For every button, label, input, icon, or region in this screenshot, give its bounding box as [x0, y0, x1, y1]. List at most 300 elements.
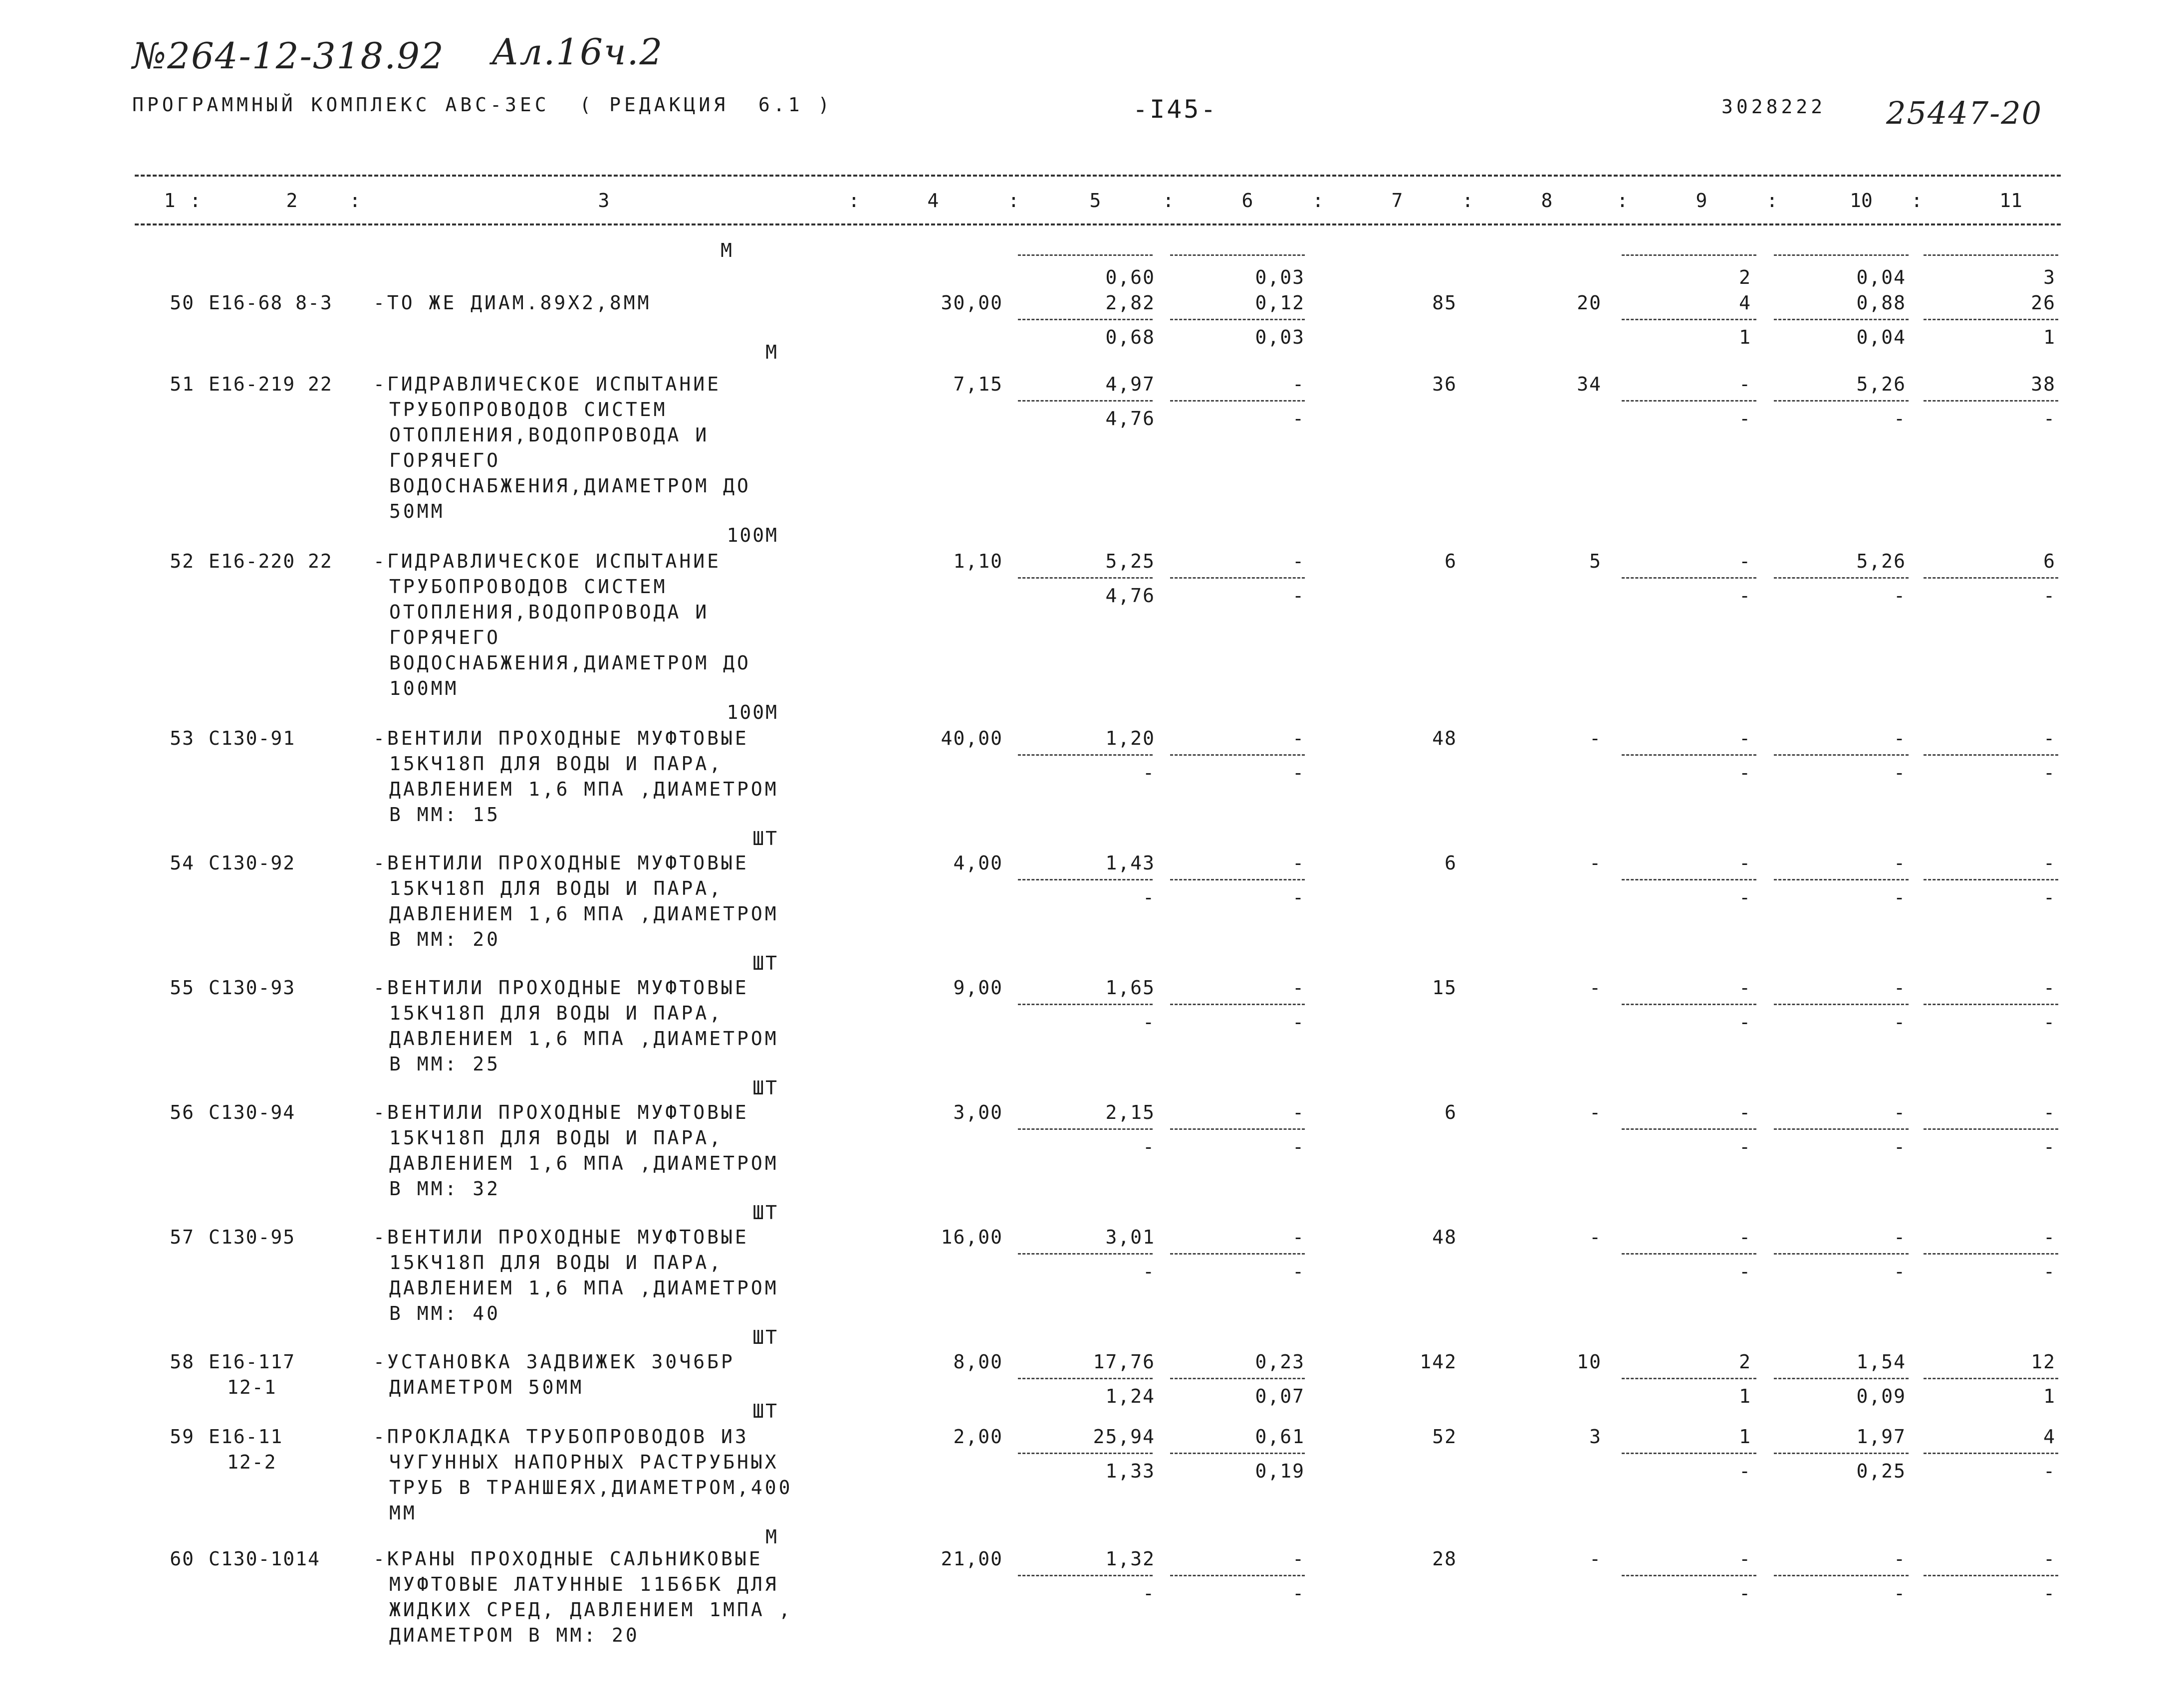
- below-value: -: [2043, 1460, 2056, 1482]
- description-line: ТРУБОПРОВОДОВ СИСТЕМ: [389, 399, 668, 421]
- divider: [1924, 319, 2058, 320]
- value-c7: 6: [1445, 852, 1457, 874]
- value-c6: -: [1292, 550, 1305, 572]
- value-c8: -: [1589, 852, 1602, 874]
- row-code: Е16-68 8-3: [209, 292, 333, 314]
- row-code: С130-93: [209, 977, 296, 999]
- below-value: -: [1143, 886, 1155, 908]
- divider: [1622, 1453, 1756, 1454]
- value-c9: -: [1739, 1548, 1751, 1570]
- description-line: ТРУБ В ТРАНШЕЯХ,ДИАМЕТРОМ,400: [389, 1477, 793, 1498]
- unit-label: 100М: [727, 524, 778, 546]
- pre-value: 0,03: [1255, 266, 1305, 288]
- description-line: ВОДОСНАБЖЕНИЯ,ДИАМЕТРОМ ДО: [389, 652, 751, 674]
- value-c9: -: [1739, 977, 1751, 999]
- header-rule-bottom: [135, 223, 2061, 225]
- description-line: 15КЧ18П ДЛЯ ВОДЫ И ПАРА,: [389, 1002, 724, 1024]
- sum-divider: [1774, 254, 1909, 256]
- column-number-8: 8: [1541, 190, 1553, 212]
- description-line: ДАВЛЕНИЕМ 1,6 МПА ,ДИАМЕТРОМ: [389, 1028, 779, 1050]
- description-line: В ММ: 40: [389, 1302, 501, 1324]
- unit-label: ШТ: [752, 1400, 778, 1422]
- row-number: 58: [170, 1351, 195, 1373]
- below-value: 0,19: [1255, 1460, 1305, 1482]
- divider: [1622, 754, 1756, 756]
- value-c11: 4: [2043, 1426, 2056, 1448]
- description-line: ММ: [389, 1502, 417, 1524]
- value-c8: -: [1589, 1226, 1602, 1248]
- value-c7: 85: [1432, 292, 1457, 314]
- divider: [1018, 754, 1153, 756]
- below-value: -: [1292, 408, 1305, 429]
- divider: [1170, 1575, 1305, 1576]
- value-c8: -: [1589, 727, 1602, 749]
- value-c10: 5,26: [1856, 550, 1906, 572]
- description-line: -ВЕНТИЛИ ПРОХОДНЫЕ МУФТОВЫЕ: [373, 1101, 749, 1123]
- below-value: -: [1739, 1582, 1751, 1604]
- sum-divider: [1924, 254, 2058, 256]
- description-line: -КРАНЫ ПРОХОДНЫЕ САЛЬНИКОВЫЕ: [373, 1548, 763, 1570]
- below-value: -: [1292, 762, 1305, 784]
- value-c9: -: [1739, 550, 1751, 572]
- row-number: 60: [170, 1548, 195, 1570]
- value-c4: 16,00: [941, 1226, 1003, 1248]
- value-c7: 48: [1432, 1226, 1457, 1248]
- divider: [1924, 754, 2058, 756]
- value-c4: 30,00: [941, 292, 1003, 314]
- column-separator: :: [1617, 190, 1628, 212]
- below-value: -: [1894, 1136, 1906, 1158]
- column-number-3: 3: [598, 190, 610, 212]
- column-number-11: 11: [1999, 190, 2022, 212]
- column-separator: :: [848, 190, 860, 212]
- description-line: В ММ: 15: [389, 804, 501, 826]
- divider: [1774, 400, 1909, 402]
- divider: [1774, 1575, 1909, 1576]
- column-number-6: 6: [1241, 190, 1253, 212]
- column-separator: :: [1312, 190, 1324, 212]
- description-line: ЧУГУННЫХ НАПОРНЫХ РАСТРУБНЫХ: [389, 1451, 779, 1473]
- divider: [1622, 577, 1756, 579]
- description-line: МУФТОВЫЕ ЛАТУННЫЕ 11Б6БК ДЛЯ: [389, 1573, 779, 1595]
- value-c5: 2,15: [1105, 1101, 1155, 1123]
- value-c11: -: [2043, 977, 2056, 999]
- description-line: -ГИДРАВЛИЧЕСКОЕ ИСПЫТАНИЕ: [373, 550, 721, 572]
- value-c7: 6: [1445, 550, 1457, 572]
- divider: [1774, 577, 1909, 579]
- description-line: ВОДОСНАБЖЕНИЯ,ДИАМЕТРОМ ДО: [389, 475, 751, 497]
- divider: [1622, 1004, 1756, 1005]
- value-c7: 48: [1432, 727, 1457, 749]
- row-code-continuation: 12-1: [227, 1376, 277, 1398]
- value-c8: 5: [1589, 550, 1602, 572]
- value-c6: -: [1292, 1226, 1305, 1248]
- unit-label: ШТ: [752, 1326, 778, 1348]
- divider: [1924, 1004, 2058, 1005]
- below-value: 4,76: [1105, 585, 1155, 607]
- divider: [1924, 1253, 2058, 1255]
- divider: [1774, 1453, 1909, 1454]
- unit-label: ШТ: [752, 828, 778, 850]
- description-line: ДАВЛЕНИЕМ 1,6 МПА ,ДИАМЕТРОМ: [389, 778, 779, 800]
- description-line: 15КЧ18П ДЛЯ ВОДЫ И ПАРА,: [389, 1127, 724, 1149]
- unit-label: М: [765, 1526, 778, 1548]
- divider: [1622, 400, 1756, 402]
- value-c9: -: [1739, 1226, 1751, 1248]
- below-value: -: [1894, 1261, 1906, 1282]
- value-c9: -: [1739, 1101, 1751, 1123]
- pre-value: 0,04: [1856, 266, 1906, 288]
- value-c7: 28: [1432, 1548, 1457, 1570]
- value-c10: -: [1894, 727, 1906, 749]
- description-line: 15КЧ18П ДЛЯ ВОДЫ И ПАРА,: [389, 877, 724, 899]
- divider: [1622, 1575, 1756, 1576]
- description-line: -ТО ЖЕ ДИАМ.89Х2,8ММ: [373, 292, 652, 314]
- value-c9: -: [1739, 727, 1751, 749]
- description-line: -ВЕНТИЛИ ПРОХОДНЫЕ МУФТОВЫЕ: [373, 977, 749, 999]
- below-value: 0,04: [1856, 326, 1906, 348]
- value-c6: -: [1292, 852, 1305, 874]
- description-line: В ММ: 32: [389, 1178, 501, 1200]
- below-value: -: [2043, 585, 2056, 607]
- value-c5: 2,82: [1105, 292, 1155, 314]
- divider: [1774, 1378, 1909, 1379]
- below-value: -: [1739, 585, 1751, 607]
- value-c10: 1,54: [1856, 1351, 1906, 1373]
- description-line: -УСТАНОВКА ЗАДВИЖЕК 30Ч6БР: [373, 1351, 735, 1373]
- value-c5: 5,25: [1105, 550, 1155, 572]
- below-value: -: [1292, 1582, 1305, 1604]
- column-separator: :: [1766, 190, 1778, 212]
- unit-label: ШТ: [752, 1202, 778, 1224]
- divider: [1018, 1004, 1153, 1005]
- description-line: -ВЕНТИЛИ ПРОХОДНЫЕ МУФТОВЫЕ: [373, 1226, 749, 1248]
- column-number-9: 9: [1696, 190, 1707, 212]
- below-value: -: [1143, 1011, 1155, 1033]
- value-c8: 3: [1589, 1426, 1602, 1448]
- page-number: -I45-: [1133, 95, 1218, 124]
- value-c10: -: [1894, 1548, 1906, 1570]
- value-c4: 21,00: [941, 1548, 1003, 1570]
- divider: [1774, 1004, 1909, 1005]
- divider: [1170, 1253, 1305, 1255]
- below-value: -: [1739, 408, 1751, 429]
- description-line: ОТОПЛЕНИЯ,ВОДОПРОВОДА И: [389, 424, 710, 446]
- description-line: ДАВЛЕНИЕМ 1,6 МПА ,ДИАМЕТРОМ: [389, 1152, 779, 1174]
- divider: [1018, 400, 1153, 402]
- below-value: -: [2043, 1011, 2056, 1033]
- value-c10: -: [1894, 1226, 1906, 1248]
- value-c4: 1,10: [953, 550, 1003, 572]
- divider: [1170, 1453, 1305, 1454]
- below-value: 0,09: [1856, 1385, 1906, 1407]
- value-c5: 1,43: [1105, 852, 1155, 874]
- column-separator: :: [1008, 190, 1019, 212]
- value-c11: -: [2043, 1226, 2056, 1248]
- column-number-7: 7: [1391, 190, 1403, 212]
- row-number: 53: [170, 727, 195, 749]
- below-value: -: [1292, 886, 1305, 908]
- below-value: -: [2043, 1136, 2056, 1158]
- below-value: -: [1143, 1261, 1155, 1282]
- column-number-4: 4: [927, 190, 939, 212]
- value-c6: 0,12: [1255, 292, 1305, 314]
- description-line: ЖИДКИХ СРЕД, ДАВЛЕНИЕМ 1МПА ,: [389, 1599, 793, 1621]
- value-c4: 40,00: [941, 727, 1003, 749]
- below-value: 1: [1739, 1385, 1751, 1407]
- value-c8: 20: [1577, 292, 1602, 314]
- divider: [1018, 1128, 1153, 1130]
- value-c4: 8,00: [953, 1351, 1003, 1373]
- value-c11: 6: [2043, 550, 2056, 572]
- unit-label: ШТ: [752, 952, 778, 974]
- value-c6: -: [1292, 1548, 1305, 1570]
- below-value: -: [1894, 585, 1906, 607]
- value-c11: 12: [2031, 1351, 2056, 1373]
- description-line: 15КЧ18П ДЛЯ ВОДЫ И ПАРА,: [389, 753, 724, 775]
- below-value: 0,03: [1255, 326, 1305, 348]
- column-number-10: 10: [1850, 190, 1873, 212]
- divider: [1170, 400, 1305, 402]
- divider: [1924, 400, 2058, 402]
- unit-label: М: [721, 239, 733, 261]
- value-c10: -: [1894, 852, 1906, 874]
- column-number-5: 5: [1089, 190, 1101, 212]
- divider: [1018, 319, 1153, 320]
- value-c7: 142: [1420, 1351, 1457, 1373]
- description-line: 100ММ: [389, 677, 459, 699]
- below-value: -: [1739, 886, 1751, 908]
- column-separator: :: [1462, 190, 1473, 212]
- value-c4: 3,00: [953, 1101, 1003, 1123]
- sum-divider: [1018, 254, 1153, 256]
- sum-divider: [1622, 254, 1756, 256]
- description-line: ТРУБОПРОВОДОВ СИСТЕМ: [389, 576, 668, 598]
- handwritten-reference: №264-12-318.92: [132, 35, 445, 77]
- description-line: -ПРОКЛАДКА ТРУБОПРОВОДОВ ИЗ: [373, 1426, 749, 1448]
- row-code: С130-91: [209, 727, 296, 749]
- row-code: Е16-219 22: [209, 373, 333, 395]
- value-c6: 0,23: [1255, 1351, 1305, 1373]
- below-value: 4,76: [1105, 408, 1155, 429]
- column-separator: :: [1163, 190, 1174, 212]
- divider: [1774, 319, 1909, 320]
- below-value: -: [1739, 1136, 1751, 1158]
- divider: [1018, 1378, 1153, 1379]
- below-value: -: [2043, 886, 2056, 908]
- divider: [1622, 1253, 1756, 1255]
- description-line: -ВЕНТИЛИ ПРОХОДНЫЕ МУФТОВЫЕ: [373, 852, 749, 874]
- divider: [1924, 577, 2058, 579]
- value-c11: 38: [2031, 373, 2056, 395]
- description-line: ДИАМЕТРОМ В ММ: 20: [389, 1624, 640, 1646]
- description-line: 50ММ: [389, 500, 445, 522]
- row-number: 59: [170, 1426, 195, 1448]
- below-value: -: [1894, 1582, 1906, 1604]
- description-line: 15КЧ18П ДЛЯ ВОДЫ И ПАРА,: [389, 1252, 724, 1274]
- value-c11: -: [2043, 852, 2056, 874]
- divider: [1170, 1128, 1305, 1130]
- value-c5: 1,20: [1105, 727, 1155, 749]
- unit-label: М: [765, 341, 778, 363]
- divider: [1018, 879, 1153, 880]
- pre-value: 3: [2043, 266, 2056, 288]
- handwritten-code: 25447-20: [1886, 95, 2043, 131]
- below-value: -: [1292, 1261, 1305, 1282]
- below-value: -: [1894, 762, 1906, 784]
- below-value: -: [1143, 762, 1155, 784]
- row-code: Е16-117: [209, 1351, 296, 1373]
- below-value: 0,07: [1255, 1385, 1305, 1407]
- below-value: 1: [1739, 326, 1751, 348]
- pre-value: 2: [1739, 266, 1751, 288]
- below-value: -: [2043, 408, 2056, 429]
- description-line: ГОРЯЧЕГО: [389, 449, 501, 471]
- below-value: 0,25: [1856, 1460, 1906, 1482]
- description-line: -ВЕНТИЛИ ПРОХОДНЫЕ МУФТОВЫЕ: [373, 727, 749, 749]
- value-c7: 6: [1445, 1101, 1457, 1123]
- divider: [1170, 319, 1305, 320]
- row-number: 51: [170, 373, 195, 395]
- value-c8: -: [1589, 977, 1602, 999]
- value-c7: 36: [1432, 373, 1457, 395]
- below-value: -: [1292, 585, 1305, 607]
- divider: [1622, 879, 1756, 880]
- below-value: -: [1739, 1460, 1751, 1482]
- value-c10: -: [1894, 977, 1906, 999]
- unit-label: ШТ: [752, 1077, 778, 1099]
- column-number-2: 2: [286, 190, 298, 212]
- value-c5: 17,76: [1093, 1351, 1155, 1373]
- row-number: 50: [170, 292, 195, 314]
- value-c8: 10: [1577, 1351, 1602, 1373]
- value-c7: 52: [1432, 1426, 1457, 1448]
- below-value: -: [1739, 762, 1751, 784]
- description-line: ДИАМЕТРОМ 50ММ: [389, 1376, 584, 1398]
- unit-label: 100М: [727, 701, 778, 723]
- below-value: -: [1894, 1011, 1906, 1033]
- description-line: ДАВЛЕНИЕМ 1,6 МПА ,ДИАМЕТРОМ: [389, 1277, 779, 1299]
- divider: [1924, 1453, 2058, 1454]
- value-c4: 2,00: [953, 1426, 1003, 1448]
- value-c4: 7,15: [953, 373, 1003, 395]
- column-separator: :: [1911, 190, 1923, 212]
- below-value: -: [1894, 886, 1906, 908]
- divider: [1924, 1575, 2058, 1576]
- value-c5: 1,32: [1105, 1548, 1155, 1570]
- value-c5: 3,01: [1105, 1226, 1155, 1248]
- divider: [1924, 879, 2058, 880]
- description-line: ОТОПЛЕНИЯ,ВОДОПРОВОДА И: [389, 601, 710, 623]
- below-value: 1: [2043, 1385, 2056, 1407]
- below-value: -: [1894, 408, 1906, 429]
- handwritten-album: Ал.16ч.2: [491, 31, 664, 73]
- divider: [1774, 754, 1909, 756]
- value-c6: -: [1292, 977, 1305, 999]
- value-c11: -: [2043, 1101, 2056, 1123]
- below-value: 1,24: [1105, 1385, 1155, 1407]
- row-code: Е16-220 22: [209, 550, 333, 572]
- divider: [1170, 1378, 1305, 1379]
- description-line: В ММ: 25: [389, 1053, 501, 1075]
- value-c11: -: [2043, 1548, 2056, 1570]
- divider: [1170, 754, 1305, 756]
- value-c6: -: [1292, 373, 1305, 395]
- below-value: -: [1143, 1582, 1155, 1604]
- value-c6: -: [1292, 1101, 1305, 1123]
- value-c6: 0,61: [1255, 1426, 1305, 1448]
- below-value: -: [2043, 1261, 2056, 1282]
- row-code: С130-92: [209, 852, 296, 874]
- program-line: ПРОГРАММНЫЙ КОМПЛЕКС АВС-3ЕС ( РЕДАКЦИЯ 6.1 ): [132, 94, 833, 116]
- value-c9: 2: [1739, 1351, 1751, 1373]
- value-c8: 34: [1577, 373, 1602, 395]
- divider: [1924, 1378, 2058, 1379]
- below-value: 1,33: [1105, 1460, 1155, 1482]
- value-c5: 25,94: [1093, 1426, 1155, 1448]
- column-number-1: 1: [164, 190, 176, 212]
- divider: [1170, 1004, 1305, 1005]
- below-value: 1: [2043, 326, 2056, 348]
- value-c11: 26: [2031, 292, 2056, 314]
- divider: [1774, 879, 1909, 880]
- description-line: ГОРЯЧЕГО: [389, 627, 501, 648]
- below-value: 0,68: [1105, 326, 1155, 348]
- column-separator: :: [190, 190, 201, 212]
- divider: [1018, 1453, 1153, 1454]
- row-code: С130-95: [209, 1226, 296, 1248]
- divider: [1170, 879, 1305, 880]
- value-c9: 1: [1739, 1426, 1751, 1448]
- divider: [1622, 1378, 1756, 1379]
- divider: [1170, 577, 1305, 579]
- row-code: С130-1014: [209, 1548, 320, 1570]
- value-c9: 4: [1739, 292, 1751, 314]
- header-rule-top: [135, 175, 2061, 177]
- row-code: С130-94: [209, 1101, 296, 1123]
- description-line: В ММ: 20: [389, 928, 501, 950]
- value-c9: -: [1739, 373, 1751, 395]
- below-value: -: [2043, 762, 2056, 784]
- value-c9: -: [1739, 852, 1751, 874]
- below-value: -: [1739, 1011, 1751, 1033]
- description-line: -ГИДРАВЛИЧЕСКОЕ ИСПЫТАНИЕ: [373, 373, 721, 395]
- sum-divider: [1170, 254, 1305, 256]
- row-number: 56: [170, 1101, 195, 1123]
- value-c11: -: [2043, 727, 2056, 749]
- divider: [1924, 1128, 2058, 1130]
- divider: [1774, 1253, 1909, 1255]
- value-c8: -: [1589, 1548, 1602, 1570]
- row-code-continuation: 12-2: [227, 1451, 277, 1473]
- divider: [1774, 1128, 1909, 1130]
- divider: [1018, 1253, 1153, 1255]
- divider: [1018, 577, 1153, 579]
- row-number: 57: [170, 1226, 195, 1248]
- value-c10: 1,97: [1856, 1426, 1906, 1448]
- value-c8: -: [1589, 1101, 1602, 1123]
- below-value: -: [1292, 1136, 1305, 1158]
- value-c10: 5,26: [1856, 373, 1906, 395]
- divider: [1018, 1575, 1153, 1576]
- row-number: 52: [170, 550, 195, 572]
- divider: [1622, 319, 1756, 320]
- row-number: 54: [170, 852, 195, 874]
- divider: [1622, 1128, 1756, 1130]
- below-value: -: [2043, 1582, 2056, 1604]
- column-separator: :: [349, 190, 361, 212]
- value-c4: 4,00: [953, 852, 1003, 874]
